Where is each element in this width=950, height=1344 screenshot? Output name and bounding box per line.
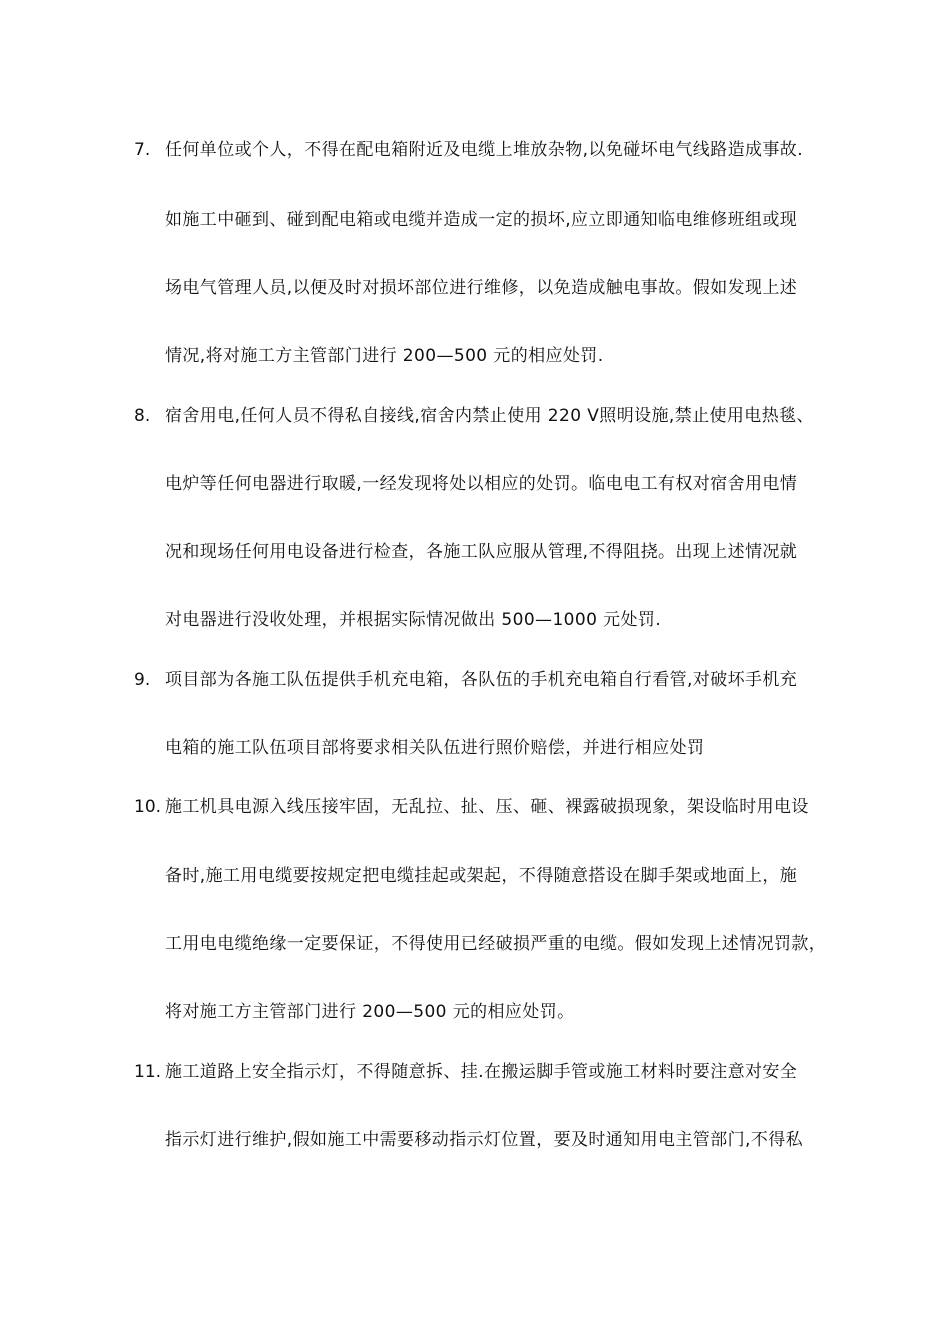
item-line: 如施工中砸到、碰到配电箱或电缆并造成一定的损坏,应立即通知临电维修班组或现 bbox=[165, 210, 798, 230]
item-line: 将对施工方主管部门进行 200—500 元的相应处罚。 bbox=[165, 1002, 575, 1022]
item-line: 电箱的施工队伍项目部将要求相关队伍进行照价赔偿，并进行相应处罚 bbox=[165, 738, 705, 758]
item-line: 项目部为各施工队伍提供手机充电箱，各队伍的手机充电箱自行看管,对破坏手机充 bbox=[165, 670, 798, 690]
item-line: 施工机具电源入线压接牢固，无乱拉、扯、压、砸、裸露破损现象，架设临时用电设 bbox=[165, 797, 809, 817]
item-line: 况和现场任何用电设备进行检查，各施工队应服从管理,不得阻挠。出现上述情况就 bbox=[165, 542, 798, 562]
item-line: 电炉等任何电器进行取暖,一经发现将处以相应的处罚。临电电工有权对宿舍用电情 bbox=[165, 474, 798, 494]
item-line: 场电气管理人员,以便及时对损坏部位进行维修，以免造成触电事故。假如发现上述 bbox=[165, 278, 798, 298]
item-number: 10. bbox=[134, 797, 162, 817]
item-number: 7. bbox=[134, 140, 151, 160]
item-line: 情况,将对施工方主管部门进行 200—500 元的相应处罚. bbox=[165, 346, 604, 366]
item-line: 备时,施工用电缆要按规定把电缆挂起或架起，不得随意搭设在脚手架或地面上，施 bbox=[165, 866, 798, 886]
item-line: 工用电电缆绝缘一定要保证，不得使用已经破损严重的电缆。假如发现上述情况罚款， bbox=[165, 934, 827, 954]
item-number: 8. bbox=[134, 406, 151, 426]
item-number: 9. bbox=[134, 670, 151, 690]
item-line: 对电器进行没收处理，并根据实际情况做出 500—1000 元处罚. bbox=[165, 610, 662, 630]
item-line: 指示灯进行维护,假如施工中需要移动指示灯位置，要及时通知用电主管部门,不得私 bbox=[165, 1130, 804, 1150]
item-line: 任何单位或个人，不得在配电箱附近及电缆上堆放杂物,以免碰坏电气线路造成事故. bbox=[165, 140, 804, 160]
item-line: 宿舍用电,任何人员不得私自接线,宿舍内禁止使用 220 V照明设施,禁止使用电热毯、 bbox=[165, 406, 814, 426]
item-number: 11. bbox=[134, 1062, 162, 1082]
item-line: 施工道路上安全指示灯，不得随意拆、挂.在搬运脚手管或施工材料时要注意对安全 bbox=[165, 1062, 798, 1082]
